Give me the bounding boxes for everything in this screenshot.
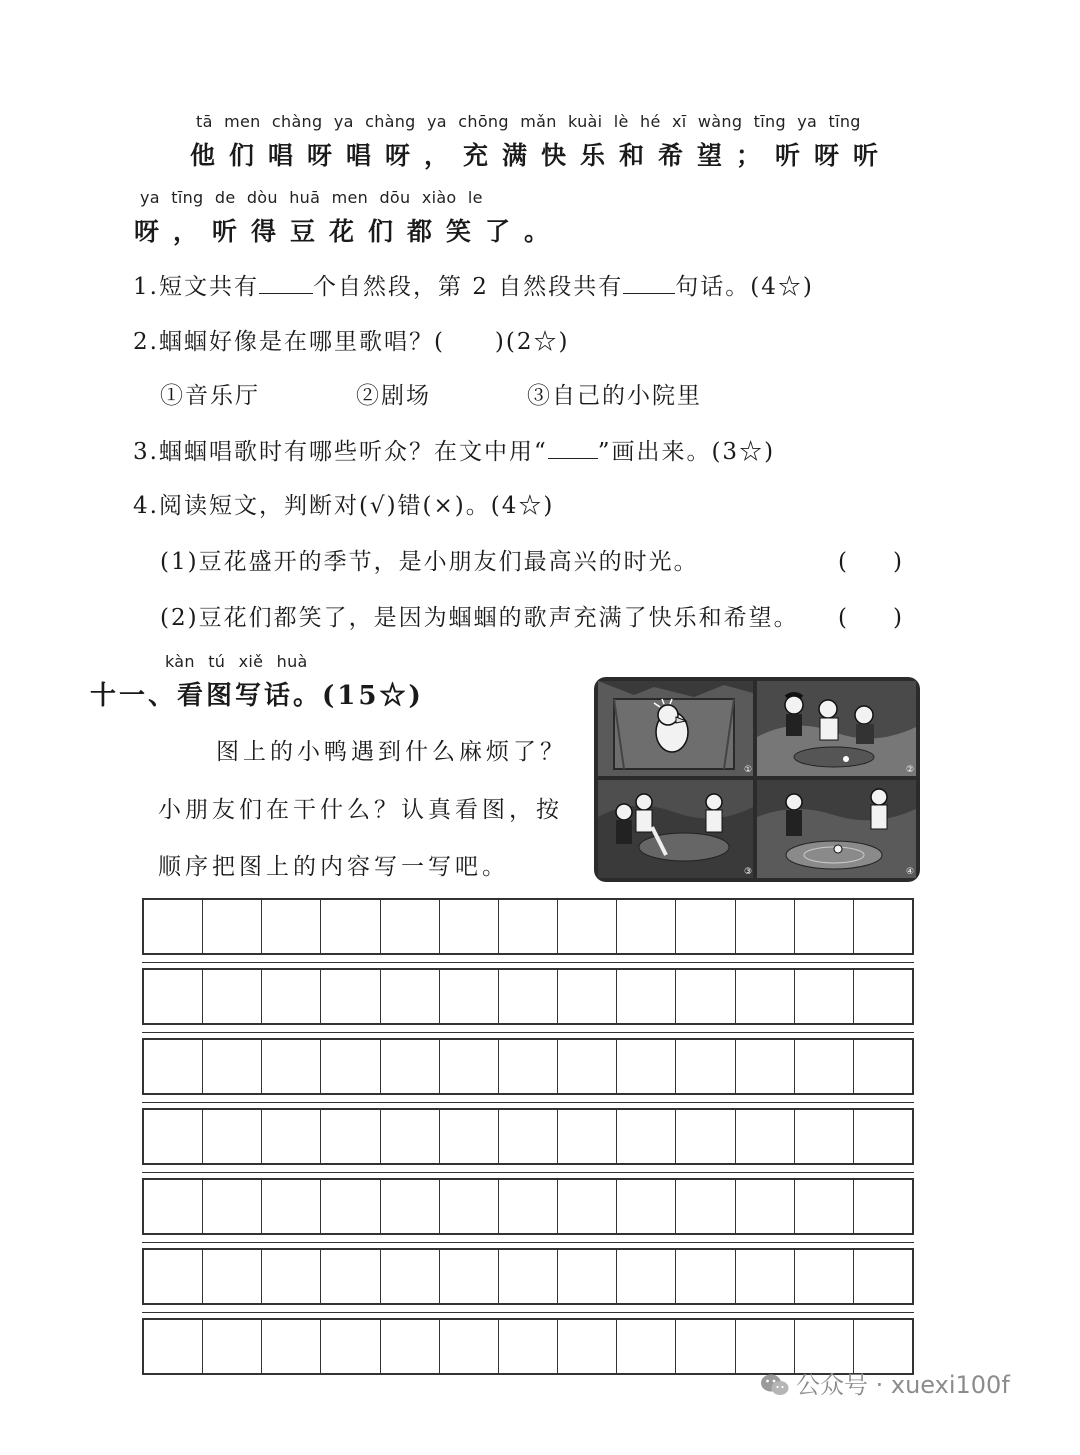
grid-cell[interactable]	[617, 1180, 676, 1233]
panel-2	[757, 681, 916, 776]
grid-cell[interactable]	[262, 970, 321, 1023]
grid-cell[interactable]	[736, 970, 795, 1023]
grid-cell[interactable]	[499, 1110, 558, 1163]
grid-cell[interactable]	[558, 900, 617, 953]
watermark-text: 公众号 · xuexi100f	[796, 1371, 1010, 1399]
grid-cell[interactable]	[144, 970, 203, 1023]
grid-cell[interactable]	[262, 1180, 321, 1233]
grid-cell[interactable]	[321, 1110, 380, 1163]
option-3: ③自己的小院里	[527, 383, 702, 409]
grid-cell[interactable]	[736, 1180, 795, 1233]
question-3-part-a: 3.蝈蝈唱歌时有哪些听众？在文中用“	[133, 439, 548, 465]
pinyin-line-1: tā men chàng ya chàng ya chōng mǎn kuài lè hé xī wàng tīng ya tīng	[196, 112, 861, 131]
grid-cell[interactable]	[617, 970, 676, 1023]
grid-cell[interactable]	[144, 1110, 203, 1163]
grid-cell[interactable]	[499, 1040, 558, 1093]
grid-cell[interactable]	[381, 970, 440, 1023]
row-separator	[142, 1312, 914, 1313]
question-1-part-c: 句话。(4☆)	[675, 274, 814, 300]
grid-cell[interactable]	[736, 1110, 795, 1163]
grid-cell[interactable]	[440, 1250, 499, 1303]
grid-cell[interactable]	[676, 900, 735, 953]
grid-cell[interactable]	[617, 1110, 676, 1163]
grid-cell[interactable]	[440, 970, 499, 1023]
passage-line-1: 他们唱呀唱呀，充满快乐和希望；听呀听	[190, 141, 893, 170]
grid-cell[interactable]	[203, 900, 262, 953]
panel-3	[598, 780, 753, 878]
row-separator	[142, 962, 914, 963]
grid-cell[interactable]	[676, 970, 735, 1023]
panel-4	[757, 780, 916, 878]
grid-cell[interactable]	[854, 900, 912, 953]
grid-cell[interactable]	[381, 1320, 440, 1373]
grid-row-4	[142, 1108, 914, 1165]
grid-row-6	[142, 1248, 914, 1305]
pinyin-line-2: ya tīng de dòu huā men dōu xiào le	[140, 188, 483, 207]
grid-cell[interactable]	[203, 1180, 262, 1233]
grid-cell[interactable]	[795, 900, 854, 953]
grid-cell[interactable]	[676, 1110, 735, 1163]
grid-cell[interactable]	[440, 1110, 499, 1163]
comic-panels-svg	[594, 677, 920, 882]
grid-cell[interactable]	[144, 1320, 203, 1373]
grid-cell[interactable]	[736, 1040, 795, 1093]
row-separator	[142, 1032, 914, 1033]
writing-prompt-line-1: 图上的小鸭遇到什么麻烦了？	[216, 739, 567, 765]
writing-prompt-line-3: 顺序把图上的内容写一写吧。	[158, 854, 509, 880]
grid-cell[interactable]	[617, 1320, 676, 1373]
grid-cell[interactable]	[381, 1250, 440, 1303]
grid-cell[interactable]	[558, 1110, 617, 1163]
grid-cell[interactable]	[440, 900, 499, 953]
grid-cell[interactable]	[321, 1040, 380, 1093]
grid-cell[interactable]	[854, 970, 912, 1023]
grid-cell[interactable]	[736, 900, 795, 953]
panel-4-number: ④	[906, 867, 915, 877]
grid-cell[interactable]	[381, 1040, 440, 1093]
grid-cell[interactable]	[854, 1180, 912, 1233]
grid-cell[interactable]	[795, 970, 854, 1023]
answer-blank-paragraph-count[interactable]	[259, 293, 313, 294]
grid-cell[interactable]	[262, 1250, 321, 1303]
grid-cell[interactable]	[676, 1320, 735, 1373]
section-11-title: 十一、看图写话。(15☆)	[90, 681, 424, 711]
grid-cell[interactable]	[144, 1040, 203, 1093]
grid-cell[interactable]	[381, 900, 440, 953]
grid-cell[interactable]	[262, 1110, 321, 1163]
panel-3-number: ③	[744, 867, 753, 877]
option-1: ①音乐厅	[160, 383, 260, 409]
grid-cell[interactable]	[321, 970, 380, 1023]
grid-cell[interactable]	[854, 1040, 912, 1093]
grid-cell[interactable]	[440, 1180, 499, 1233]
option-2: ②剧场	[356, 383, 431, 409]
grid-cell[interactable]	[203, 1040, 262, 1093]
comic-illustration	[594, 677, 920, 882]
grid-cell[interactable]	[617, 1040, 676, 1093]
grid-cell[interactable]	[558, 1180, 617, 1233]
panel-2-number: ②	[906, 765, 915, 775]
writing-prompt-line-2: 小朋友们在干什么？认真看图，按	[158, 797, 563, 823]
grid-cell[interactable]	[795, 1110, 854, 1163]
grid-row-2	[142, 968, 914, 1025]
question-1	[133, 268, 814, 301]
grid-cell[interactable]	[617, 1250, 676, 1303]
grid-cell[interactable]	[321, 1250, 380, 1303]
grid-cell[interactable]	[736, 1250, 795, 1303]
passage-line-2: 呀，听得豆花们都笑了。	[134, 217, 564, 246]
grid-cell[interactable]	[854, 1250, 912, 1303]
grid-cell[interactable]	[440, 1040, 499, 1093]
answer-parens-2[interactable]: ( )	[838, 605, 902, 631]
judgment-item-2: (2)豆花们都笑了，是因为蝈蝈的歌声充满了快乐和希望。	[160, 605, 799, 631]
grid-cell[interactable]	[499, 1250, 558, 1303]
grid-cell[interactable]	[795, 1250, 854, 1303]
grid-cell[interactable]	[854, 1110, 912, 1163]
grid-cell[interactable]	[558, 1250, 617, 1303]
question-4: 4.阅读短文，判断对(√)错(×)。(4☆)	[133, 493, 555, 519]
grid-cell[interactable]	[676, 1250, 735, 1303]
wechat-icon	[760, 1372, 790, 1398]
grid-cell[interactable]	[203, 1250, 262, 1303]
grid-cell[interactable]	[144, 1180, 203, 1233]
grid-cell[interactable]	[795, 1180, 854, 1233]
grid-cell[interactable]	[499, 970, 558, 1023]
row-separator	[142, 1102, 914, 1103]
section-11-pinyin: kàn tú xiě huà	[165, 652, 308, 671]
watermark	[760, 1365, 1010, 1400]
grid-cell[interactable]	[321, 1180, 380, 1233]
grid-cell[interactable]	[262, 1040, 321, 1093]
grid-row-3	[142, 1038, 914, 1095]
grid-cell[interactable]	[321, 900, 380, 953]
grid-cell[interactable]	[499, 1180, 558, 1233]
grid-cell[interactable]	[144, 900, 203, 953]
grid-cell[interactable]	[795, 1040, 854, 1093]
grid-cell[interactable]	[558, 1320, 617, 1373]
grid-cell[interactable]	[440, 1320, 499, 1373]
grid-cell[interactable]	[144, 1250, 203, 1303]
grid-cell[interactable]	[676, 1180, 735, 1233]
question-2: 2.蝈蝈好像是在哪里歌唱？( )(2☆)	[133, 329, 570, 355]
panel-1-number: ①	[744, 765, 753, 775]
answer-blank-sentence-count[interactable]	[623, 293, 675, 294]
question-1-part-a: 1.短文共有	[133, 274, 259, 300]
grid-cell[interactable]	[203, 1320, 262, 1373]
grid-cell[interactable]	[381, 1110, 440, 1163]
row-separator	[142, 1172, 914, 1173]
grid-cell[interactable]	[499, 900, 558, 953]
answer-parens-1[interactable]: ( )	[838, 549, 902, 575]
panel-1	[598, 681, 753, 776]
grid-row-5	[142, 1178, 914, 1235]
grid-cell[interactable]	[203, 970, 262, 1023]
grid-cell[interactable]	[499, 1320, 558, 1373]
grid-cell[interactable]	[676, 1040, 735, 1093]
grid-cell[interactable]	[262, 1320, 321, 1373]
grid-row-1	[142, 898, 914, 955]
grid-cell[interactable]	[617, 900, 676, 953]
grid-cell[interactable]	[203, 1110, 262, 1163]
grid-cell[interactable]	[262, 900, 321, 953]
question-1-part-b: 个自然段，第 2 自然段共有	[312, 274, 624, 300]
grid-cell[interactable]	[558, 1040, 617, 1093]
judgment-item-1: (1)豆花盛开的季节，是小朋友们最高兴的时光。	[160, 549, 699, 575]
question-3-part-b: ”画出来。(3☆)	[597, 439, 776, 465]
grid-cell[interactable]	[381, 1180, 440, 1233]
grid-cell[interactable]	[558, 970, 617, 1023]
row-separator	[142, 1242, 914, 1243]
underline-sample	[548, 458, 598, 459]
grid-cell[interactable]	[321, 1320, 380, 1373]
question-3	[133, 433, 775, 466]
